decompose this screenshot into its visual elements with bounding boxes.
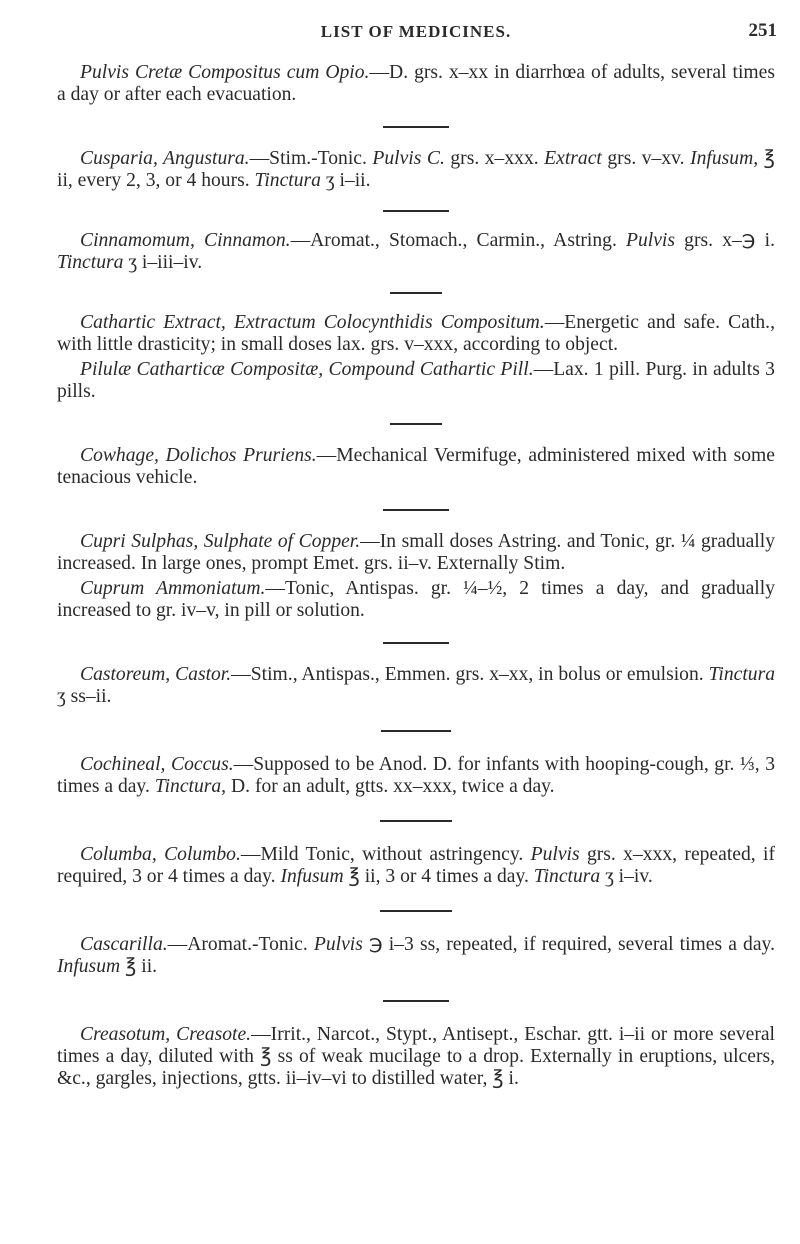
medicine-entry [57,62,775,106]
italic-term: Infusum [57,956,121,977]
italic-term: Tinctura [533,866,601,887]
entry-text: ʒ i–iii–iv. [123,252,203,273]
running-title: LIST OF MEDICINES. [320,22,512,41]
entry-paragraph [57,844,775,888]
entry-text: grs. x–xxx. [444,148,545,169]
italic-term: Pulvis [313,934,363,955]
entry-text: ʒ i–ii. [320,170,371,191]
entry-paragraph [57,754,775,798]
italic-term: Infusum [280,866,344,887]
entry-paragraph [57,445,775,489]
entry-text: —Supposed to be Anod. D. for infants with hooping-cough, gr. ⅓, 3 times a day. [57,754,775,797]
italic-term: Cinnamomum, Cinnamon. [80,230,291,251]
italic-term: Columba, Columbo. [80,844,241,865]
entry-paragraph [57,148,775,192]
entry-text: grs. x–xxx, repeated, if required, 3 or 4 times a day. [57,844,775,887]
italic-term: Tinctura [254,170,321,191]
italic-term: Cowhage, Dolichos Pruriens. [80,445,317,466]
section-divider [383,210,449,212]
italic-term: Pulvis Cretæ Compositus cum Opio. [80,62,370,83]
entry-text: —Stim.-Tonic. [249,148,373,169]
medicine-entry [57,230,775,274]
italic-term: Creasotum, Creasote. [80,1024,252,1045]
entry-text: —Lax. 1 pill. Purg. in adults 3 pills. [57,359,775,402]
entry-text: ℥ ii. [120,956,158,977]
section-divider [383,642,449,644]
entry-paragraph [57,664,775,708]
entry-text: ℥ ii, 3 or 4 times a day. [343,866,534,887]
entry-text: —Aromat.-Tonic. [167,934,314,955]
medicine-entry [57,664,775,708]
entry-paragraph [57,62,775,106]
italic-term: Cuprum Ammoniatum. [80,578,266,599]
book-page [57,0,775,1090]
entry-paragraph [57,312,775,356]
italic-term: Cusparia, Angustura. [80,148,250,169]
entry-text: —Mechanical Vermifuge, administered mixed with some tenacious vehicle. [57,445,775,488]
page-header [57,0,775,62]
medicine-entry [57,445,775,489]
entry-text: —Stim., Antispas., Emmen. grs. x–xx, in bolus or emulsion. [231,664,709,685]
entry-text: —In small doses Astring. and Tonic, gr. ¼ gradually increased. In large ones, prompt Emet. grs. ii–v. Externally Stim. [57,531,775,574]
entry-paragraph [57,1024,775,1090]
entry-text: —Tonic, Antispas. gr. ¼–½, 2 times a day, and gradually increased to gr. iv–v, in pill or solution. [57,578,775,621]
section-divider [390,292,442,294]
italic-term: Tinctura, [154,776,227,797]
entry-paragraph [57,359,775,403]
italic-term: Pulvis [530,844,580,865]
italic-term: Tinctura [708,664,775,685]
entry-text: D. for an adult, gtts. xx–xxx, twice a day. [226,776,555,797]
section-divider [381,730,451,732]
medicine-entry [57,1024,775,1090]
entry-text: —D. grs. x–xx in diarrhœa of adults, several times a day or after each evacuation. [57,62,775,105]
entry-text: ℈ i–3 ss, repeated, if required, several times a day. [362,934,775,955]
medicine-entries [57,62,775,1090]
entry-paragraph [57,230,775,274]
medicine-entry [57,312,775,403]
entry-text: —Irrit., Narcot., Stypt., Antisept., Eschar. gtt. i–ii or more several times a day, diluted with ℥ ss of weak mucilage to a drop. Externally in eruptions, ulcers, &c., gargles, injections, gtts. ii–iv–vi to distilled water, ℥ i. [57,1024,775,1089]
entry-paragraph [57,578,775,622]
section-divider [383,509,449,511]
italic-term: Extract [544,148,602,169]
italic-term: Infusum, [690,148,759,169]
entry-text: grs. x–℈ i. [675,230,775,251]
italic-term: Cupri Sulphas, Sulphate of Copper. [80,531,361,552]
italic-term: Tinctura [57,252,124,273]
italic-term: Cathartic Extract, Extractum Colocynthidis Compositum. [80,312,545,333]
section-divider [383,1000,449,1002]
medicine-entry [57,754,775,798]
medicine-entry [57,531,775,622]
medicine-entry [57,934,775,978]
section-divider [383,126,449,128]
entry-text: ℥ ii, every 2, 3, or 4 hours. [57,148,775,191]
entry-text: —Mild Tonic, without astringency. [240,844,531,865]
section-divider [380,820,452,822]
italic-term: Cascarilla. [80,934,168,955]
section-divider [390,423,442,425]
section-divider [380,910,452,912]
entry-text: ʒ ss–ii. [57,686,112,707]
entry-text: —Energetic and safe. Cath., with little drasticity; in small doses lax. grs. v–xxx, according to object. [57,312,775,355]
italic-term: Pulvis C. [372,148,445,169]
medicine-entry [57,844,775,888]
entry-paragraph [57,531,775,575]
entry-paragraph [57,934,775,978]
italic-term: Cochineal, Coccus. [80,754,234,775]
page-number: 251 [748,20,777,41]
medicine-entry [57,148,775,192]
italic-term: Castoreum, Castor. [80,664,232,685]
entry-text: ʒ i–iv. [600,866,653,887]
italic-term: Pulvis [626,230,676,251]
entry-text: grs. v–xv. [601,148,691,169]
entry-text: —Aromat., Stomach., Carmin., Astring. [290,230,627,251]
italic-term: Pilulæ Catharticæ Compositæ, Compound Cathartic Pill. [80,359,534,380]
